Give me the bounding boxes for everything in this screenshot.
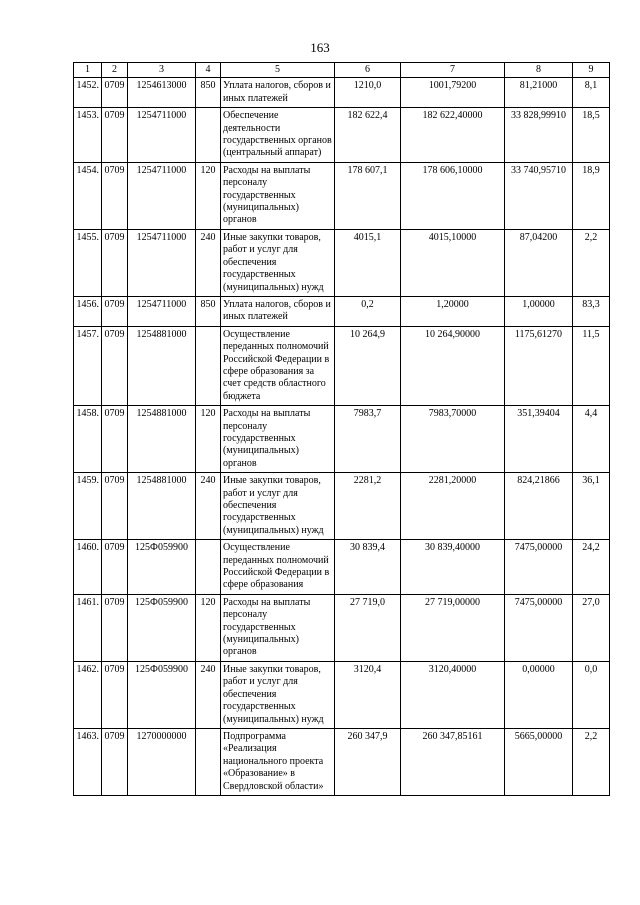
execution-percent-cell: 18,9	[573, 162, 610, 229]
approved-amount-cell: 1,20000	[401, 296, 505, 326]
section-code-cell: 0709	[102, 406, 128, 473]
expense-type-cell: 120	[196, 406, 221, 473]
section-code-cell: 0709	[102, 661, 128, 728]
approved-amount-cell: 260 347,85161	[401, 728, 505, 795]
column-header-4: 4	[196, 63, 221, 78]
expense-type-cell	[196, 326, 221, 405]
execution-percent-cell: 4,4	[573, 406, 610, 473]
section-code-cell: 0709	[102, 728, 128, 795]
executed-amount-cell: 33 740,95710	[505, 162, 573, 229]
column-header-8: 8	[505, 63, 573, 78]
execution-percent-cell: 11,5	[573, 326, 610, 405]
approved-amount-cell: 4015,10000	[401, 229, 505, 296]
target-code-cell: 1254711000	[128, 296, 196, 326]
table-row	[74, 229, 610, 296]
column-header-2: 2	[102, 63, 128, 78]
approved-amount-cell: 27 719,00000	[401, 594, 505, 661]
row-number-cell: 1463.	[74, 728, 102, 795]
approved-amount-cell: 182 622,40000	[401, 108, 505, 163]
section-code-cell: 0709	[102, 540, 128, 595]
executed-amount-cell: 1175,61270	[505, 326, 573, 405]
approved-amount-cell: 2281,20000	[401, 473, 505, 540]
execution-percent-cell: 83,3	[573, 296, 610, 326]
expense-type-cell: 240	[196, 229, 221, 296]
expense-type-cell: 240	[196, 661, 221, 728]
column-header-5: 5	[221, 63, 335, 78]
approved-amount-cell: 10 264,90000	[401, 326, 505, 405]
item-name-cell: Уплата налогов, сборов и иных платежей	[221, 78, 335, 108]
target-code-cell: 125Ф059900	[128, 594, 196, 661]
item-name-cell: Осуществление переданных полномочий Российской Федерации в сфере образования за счет средств областного бюджета	[221, 326, 335, 405]
item-name-cell: Иные закупки товаров, работ и услуг для обеспечения государственных (муниципальных) нужд	[221, 473, 335, 540]
planned-amount-cell: 0,2	[335, 296, 401, 326]
planned-amount-cell: 2281,2	[335, 473, 401, 540]
target-code-cell: 1270000000	[128, 728, 196, 795]
row-number-cell: 1452.	[74, 78, 102, 108]
table-row	[74, 326, 610, 405]
execution-percent-cell: 2,2	[573, 229, 610, 296]
planned-amount-cell: 260 347,9	[335, 728, 401, 795]
expense-type-cell	[196, 108, 221, 163]
execution-percent-cell: 0,0	[573, 661, 610, 728]
item-name-cell: Подпрограмма «Реализация национального проекта «Образование» в Свердловской области»	[221, 728, 335, 795]
row-number-cell: 1455.	[74, 229, 102, 296]
table-row	[74, 108, 610, 163]
section-code-cell: 0709	[102, 229, 128, 296]
table-row	[74, 473, 610, 540]
executed-amount-cell: 81,21000	[505, 78, 573, 108]
executed-amount-cell: 87,04200	[505, 229, 573, 296]
target-code-cell: 1254711000	[128, 162, 196, 229]
section-code-cell: 0709	[102, 108, 128, 163]
approved-amount-cell: 178 606,10000	[401, 162, 505, 229]
expense-type-cell	[196, 728, 221, 795]
column-header-6: 6	[335, 63, 401, 78]
section-code-cell: 0709	[102, 162, 128, 229]
target-code-cell: 1254881000	[128, 406, 196, 473]
table-body	[74, 78, 610, 796]
execution-percent-cell: 27,0	[573, 594, 610, 661]
planned-amount-cell: 4015,1	[335, 229, 401, 296]
planned-amount-cell: 3120,4	[335, 661, 401, 728]
planned-amount-cell: 27 719,0	[335, 594, 401, 661]
page-number: 163	[310, 40, 330, 55]
section-code-cell: 0709	[102, 78, 128, 108]
executed-amount-cell: 824,21866	[505, 473, 573, 540]
item-name-cell: Расходы на выплаты персоналу государственных (муниципальных) органов	[221, 162, 335, 229]
executed-amount-cell: 7475,00000	[505, 594, 573, 661]
row-number-cell: 1459.	[74, 473, 102, 540]
table-row	[74, 661, 610, 728]
budget-table	[73, 62, 610, 796]
row-number-cell: 1460.	[74, 540, 102, 595]
execution-percent-cell: 18,5	[573, 108, 610, 163]
header-row	[74, 63, 610, 78]
column-header-3: 3	[128, 63, 196, 78]
executed-amount-cell: 1,00000	[505, 296, 573, 326]
target-code-cell: 1254711000	[128, 229, 196, 296]
row-number-cell: 1457.	[74, 326, 102, 405]
section-code-cell: 0709	[102, 296, 128, 326]
table-row	[74, 406, 610, 473]
table-row	[74, 540, 610, 595]
executed-amount-cell: 351,39404	[505, 406, 573, 473]
expense-type-cell: 850	[196, 296, 221, 326]
table-row	[74, 594, 610, 661]
item-name-cell: Уплата налогов, сборов и иных платежей	[221, 296, 335, 326]
item-name-cell: Осуществление переданных полномочий Российской Федерации в сфере образования	[221, 540, 335, 595]
target-code-cell: 125Ф059900	[128, 540, 196, 595]
target-code-cell: 1254881000	[128, 473, 196, 540]
approved-amount-cell: 3120,40000	[401, 661, 505, 728]
target-code-cell: 1254711000	[128, 108, 196, 163]
executed-amount-cell: 5665,00000	[505, 728, 573, 795]
expense-type-cell: 120	[196, 594, 221, 661]
row-number-cell: 1456.	[74, 296, 102, 326]
row-number-cell: 1462.	[74, 661, 102, 728]
expense-type-cell: 240	[196, 473, 221, 540]
table-row	[74, 296, 610, 326]
column-header-7: 7	[401, 63, 505, 78]
approved-amount-cell: 7983,70000	[401, 406, 505, 473]
item-name-cell: Расходы на выплаты персоналу государственных (муниципальных) органов	[221, 594, 335, 661]
item-name-cell: Расходы на выплаты персоналу государственных (муниципальных) органов	[221, 406, 335, 473]
table-row	[74, 78, 610, 108]
section-code-cell: 0709	[102, 473, 128, 540]
approved-amount-cell: 1001,79200	[401, 78, 505, 108]
planned-amount-cell: 7983,7	[335, 406, 401, 473]
item-name-cell: Иные закупки товаров, работ и услуг для обеспечения государственных (муниципальных) нужд	[221, 229, 335, 296]
row-number-cell: 1461.	[74, 594, 102, 661]
planned-amount-cell: 30 839,4	[335, 540, 401, 595]
table-row	[74, 728, 610, 795]
column-header-9: 9	[573, 63, 610, 78]
column-header-1: 1	[74, 63, 102, 78]
expense-type-cell: 120	[196, 162, 221, 229]
execution-percent-cell: 36,1	[573, 473, 610, 540]
item-name-cell: Обеспечение деятельности государственных органов (центральный аппарат)	[221, 108, 335, 163]
execution-percent-cell: 2,2	[573, 728, 610, 795]
row-number-cell: 1458.	[74, 406, 102, 473]
section-code-cell: 0709	[102, 326, 128, 405]
planned-amount-cell: 10 264,9	[335, 326, 401, 405]
target-code-cell: 1254881000	[128, 326, 196, 405]
executed-amount-cell: 33 828,99910	[505, 108, 573, 163]
approved-amount-cell: 30 839,40000	[401, 540, 505, 595]
row-number-cell: 1453.	[74, 108, 102, 163]
row-number-cell: 1454.	[74, 162, 102, 229]
execution-percent-cell: 24,2	[573, 540, 610, 595]
target-code-cell: 125Ф059900	[128, 661, 196, 728]
expense-type-cell: 850	[196, 78, 221, 108]
planned-amount-cell: 1210,0	[335, 78, 401, 108]
executed-amount-cell: 7475,00000	[505, 540, 573, 595]
target-code-cell: 1254613000	[128, 78, 196, 108]
item-name-cell: Иные закупки товаров, работ и услуг для обеспечения государственных (муниципальных) нужд	[221, 661, 335, 728]
section-code-cell: 0709	[102, 594, 128, 661]
table-row	[74, 162, 610, 229]
planned-amount-cell: 182 622,4	[335, 108, 401, 163]
expense-type-cell	[196, 540, 221, 595]
planned-amount-cell: 178 607,1	[335, 162, 401, 229]
executed-amount-cell: 0,00000	[505, 661, 573, 728]
execution-percent-cell: 8,1	[573, 78, 610, 108]
